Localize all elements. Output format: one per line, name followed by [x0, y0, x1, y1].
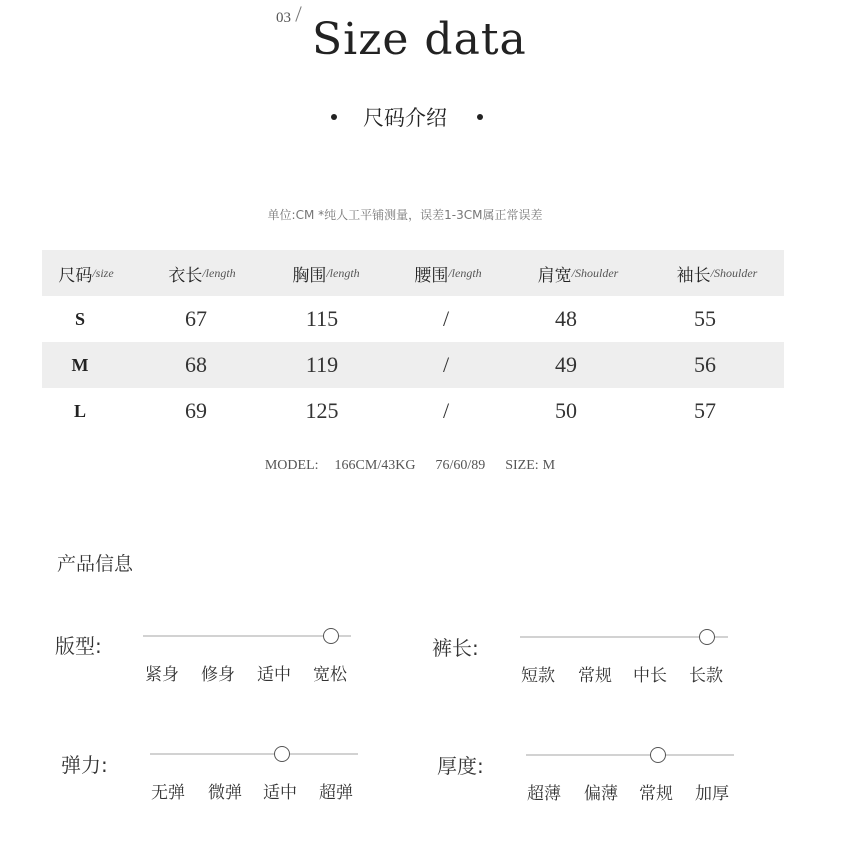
product-info-title: 产品信息: [57, 553, 134, 575]
pants-length-option: 中长: [633, 666, 667, 686]
pants-length-slider-knob: [699, 629, 715, 645]
fit-label: 版型:: [55, 634, 102, 658]
cell-length: 69: [185, 398, 207, 423]
cell-sleeve: 57: [694, 398, 716, 423]
pants-length-label: 裤长:: [432, 636, 479, 660]
cell-size: S: [74, 308, 86, 329]
elasticity-option: 微弹: [208, 783, 242, 803]
thickness-label: 厚度:: [437, 754, 484, 778]
model-value: 166CM/43KG: [334, 458, 416, 473]
page-title: Size data: [312, 14, 527, 65]
elasticity-option: 适中: [263, 783, 297, 803]
elasticity-slider-knob: [274, 746, 290, 762]
thickness-option: 超薄: [527, 784, 561, 804]
header-cell-waist: 腰围 /length: [414, 265, 482, 286]
page-subtitle: 尺码介绍: [363, 106, 447, 130]
table-row: [42, 342, 784, 388]
model-label: MODEL:: [264, 458, 319, 473]
fit-slider-track: [143, 635, 351, 637]
header-cell-sleeve: 袖长 /Shoulder: [676, 265, 758, 286]
cell-waist: /: [442, 398, 450, 423]
table-row: [42, 296, 784, 342]
cell-shoulder: 49: [555, 352, 577, 377]
fit-option: 修身: [201, 665, 235, 685]
cell-size: M: [71, 354, 89, 375]
cell-chest: 115: [305, 306, 339, 331]
table-header-row: [42, 250, 784, 296]
thickness-option: 偏薄: [584, 784, 618, 804]
elasticity-slider-track: [150, 753, 358, 755]
cell-chest: 125: [305, 398, 339, 423]
fit-slider-knob: [323, 628, 339, 644]
header-cell-size: 尺码 /size: [58, 265, 114, 286]
fit-option: 紧身: [145, 665, 179, 685]
fit-option: 宽松: [313, 665, 347, 685]
cell-size: L: [73, 400, 87, 421]
elasticity-option: 超弹: [319, 783, 353, 803]
cell-waist: /: [442, 352, 450, 377]
elasticity-label: 弹力:: [61, 753, 108, 777]
model-size-value: M: [542, 458, 556, 473]
thickness-option: 常规: [639, 784, 673, 804]
table-row: [42, 388, 784, 434]
header-cell-shoulder: 肩宽 /Shoulder: [537, 265, 619, 286]
cell-waist: /: [442, 306, 450, 331]
size-table: [42, 250, 784, 434]
model-info: [0, 458, 820, 474]
fit-option: 适中: [257, 665, 291, 685]
header-cell-chest: 胸围 /length: [292, 265, 360, 286]
cell-chest: 119: [305, 352, 339, 377]
measurement-note: 单位:CM *纯人工平铺测量，误差1-3CM属正常误差: [267, 208, 543, 222]
header-cell-length: 衣长 /length: [168, 265, 236, 286]
thickness-slider-knob: [650, 747, 666, 763]
pants-length-slider-track: [520, 636, 728, 638]
section-number: 03: [276, 10, 291, 26]
section-number-slash: [295, 6, 301, 21]
pants-length-option: 短款: [521, 666, 555, 686]
elasticity-option: 无弹: [151, 783, 185, 803]
cell-length: 67: [185, 306, 207, 331]
thickness-slider-track: [526, 754, 734, 756]
cell-shoulder: 48: [555, 306, 577, 331]
model-size-label: SIZE:: [505, 458, 539, 473]
cell-shoulder: 50: [555, 398, 577, 423]
cell-length: 68: [185, 352, 207, 377]
bullet-dot-right: [477, 114, 483, 120]
thickness-option: 加厚: [695, 784, 729, 804]
model-measurements: 76/60/89: [435, 458, 486, 473]
pants-length-option: 常规: [578, 666, 612, 686]
pants-length-option: 长款: [689, 666, 723, 686]
cell-sleeve: 55: [694, 306, 716, 331]
cell-sleeve: 56: [694, 352, 716, 377]
